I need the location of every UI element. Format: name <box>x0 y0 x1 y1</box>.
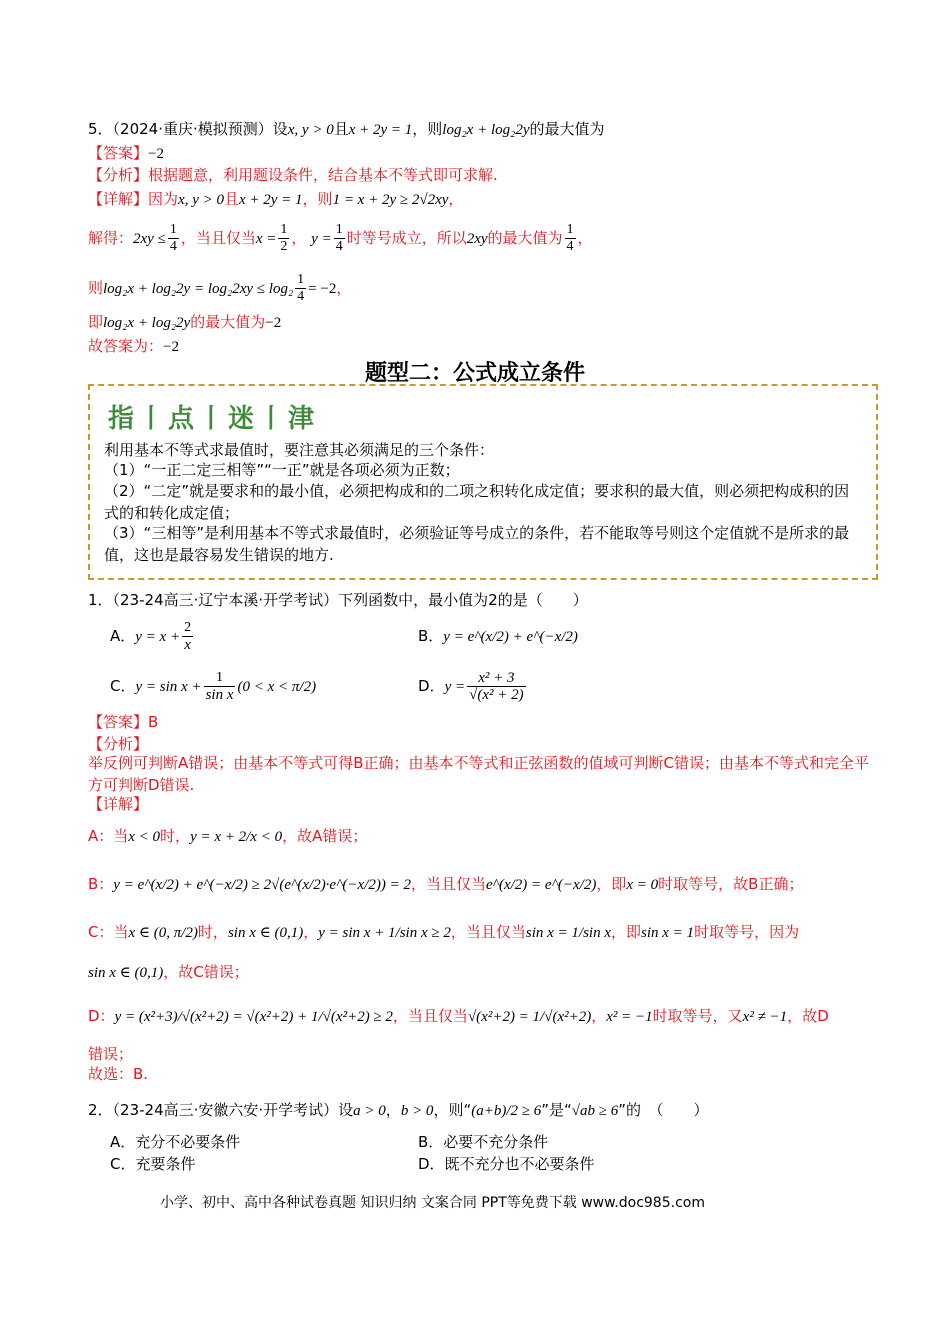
q2-option-d[interactable]: D．既不充分也不必要条件 <box>418 1155 595 1173</box>
solve-expr: 2xy ≤ <box>133 231 166 247</box>
q5-answer <box>88 143 164 164</box>
detail-label: 【详解】 <box>88 190 149 208</box>
detail-a-when: 时， <box>160 827 191 845</box>
detail-a-expr: y = x + 2/x < 0 <box>190 829 283 845</box>
detail-ineq: 1 = x + 2y ≥ 2√2xy <box>332 192 449 208</box>
q1-detail-c <box>88 922 799 943</box>
answer-value: B <box>148 713 159 731</box>
solve-label: 解得： <box>88 229 134 247</box>
option-expr: y = <box>444 679 466 695</box>
frac-one-quarter <box>295 272 306 305</box>
ie-tail: 的最大值为 <box>190 313 266 331</box>
answer-label: 【答案】 <box>88 144 149 162</box>
q2-is: ”是“ <box>541 1101 572 1119</box>
q2-tail: ”的 （ ） <box>618 1101 709 1119</box>
detail-c-only: ，当且仅当 <box>450 923 526 941</box>
option-frac <box>182 620 193 653</box>
q2-option-c[interactable]: C．充要条件 <box>110 1155 196 1173</box>
q5-cond1: x, y > 0 <box>287 122 334 138</box>
q5-head: 5．（2024·重庆·模拟预测）设 <box>88 120 288 138</box>
max-label: 的最大值为 <box>487 229 563 247</box>
final-label: 故答案为： <box>88 337 164 355</box>
detail-b-expr: y = e^(x/2) + e^(−x/2) ≥ 2√(e^(x/2)·e^(−x/2)) = 2 <box>113 877 411 893</box>
detail-c-x: sin x = 1 <box>641 925 695 941</box>
option-label: B． <box>418 627 444 645</box>
detail-a-prefix: A：当 <box>88 827 129 845</box>
detail-c-sep: ， <box>303 923 319 941</box>
q1-detail-a <box>88 826 367 847</box>
q2-then: ，则“ <box>433 1101 472 1119</box>
analysis-label: 【分析】 <box>88 166 149 184</box>
detail-because: 因为 <box>148 190 179 208</box>
q5-analysis <box>88 165 498 185</box>
option-label: D． <box>418 677 445 695</box>
detail-b-ie: ，即 <box>596 875 627 893</box>
detail-b-when: ，当且仅当 <box>410 875 486 893</box>
q1-option-a[interactable] <box>110 620 195 653</box>
page-footer: 小学、初中、高中各种试卷真题 知识归纳 文案合同 PPT等免费下载 www.doc985.com <box>160 1195 705 1211</box>
q5-then: ，则 <box>412 120 443 138</box>
q5-and: 且 <box>333 120 349 138</box>
frac-den: √(x² + 2) <box>469 687 524 703</box>
q5-final <box>88 336 179 357</box>
q5-then-line: 则log₂x + log₂2y = log₂2xy ≤ log₂ $\frac{1}{4}$ = −2， <box>88 272 352 304</box>
detail-cond2: x + 2y = 1 <box>238 192 303 208</box>
detail-c-range2: sin x ∈ (0,1) <box>88 965 164 981</box>
then-label: 则 <box>88 279 104 297</box>
detail-d-expr: y = (x²+3)/√(x²+2) = √(x²+2) + 1/√(x²+2) ≥ 2 <box>114 1009 393 1025</box>
detail-c-tail: ，故C错误； <box>163 963 249 981</box>
frac-num: 2 <box>184 620 192 635</box>
then-tail: = −2 <box>308 281 337 297</box>
detail-d-ne: x² ≠ −1 <box>742 1009 788 1025</box>
frac-one-half <box>278 222 289 255</box>
frac-den: x <box>184 637 191 653</box>
when-only: ，当且仅当 <box>180 229 256 247</box>
detail-c-eq: sin x = 1/sin x <box>525 925 611 941</box>
option-label: C． <box>110 677 136 695</box>
q5-expr: log₂x + log₂2y <box>442 122 530 138</box>
detail-d-also: 时取等号，又 <box>652 1007 743 1025</box>
y-eq: y = <box>311 231 332 247</box>
q1-analysis: 举反例可判断A错误；由基本不等式可得B正确；由基本不等式和正弦函数的值域可判断C错误；由基本不等式和完全平方可判断D错误. <box>88 754 870 794</box>
q1-choose: 故选：B. <box>88 1065 149 1083</box>
frac-num: 1 <box>335 222 343 237</box>
detail-b-x: x = 0 <box>626 877 659 893</box>
frac-den: 4 <box>169 239 177 254</box>
option-expr: y = e^(x/2) + e^(−x/2) <box>443 629 578 645</box>
detail-d-tail: ，故D <box>787 1007 829 1025</box>
q2-cond1: a > 0 <box>353 1103 386 1119</box>
detail-b-eq: e^(x/2) = e^(−x/2) <box>486 877 597 893</box>
detail-and: 且 <box>223 190 239 208</box>
frac-num: 1 <box>297 272 305 287</box>
tip-box <box>88 384 878 580</box>
option-expr: y = x + <box>135 629 181 645</box>
x-eq: x = <box>255 231 277 247</box>
q1-option-d[interactable] <box>418 670 528 703</box>
q1-answer <box>88 712 158 732</box>
q1-stem: 1．（23-24高三·辽宁本溪·开学考试）下列函数中，最小值为2的是（ ） <box>88 591 588 609</box>
q1-detail-c2 <box>88 962 249 983</box>
tip-point-2: （2）“二定”就是要求和的最小值，必须把构成和的二项之积转化成定值；要求积的最大值，则必须把构成积的因式的和转化成定值； <box>104 482 850 522</box>
max-2xy: 2xy <box>466 231 488 247</box>
tip-heading: 指丨点丨迷丨津 <box>108 404 319 434</box>
detail-c-ie: ，即 <box>611 923 642 941</box>
then-expr: log₂x + log₂2y = log₂2xy ≤ log₂ <box>103 281 294 297</box>
detail-d-x: x² = −1 <box>606 1009 653 1025</box>
detail-d-prefix: D： <box>88 1007 115 1025</box>
q2-option-b[interactable]: B．必要不充分条件 <box>418 1133 549 1151</box>
frac-num: 1 <box>169 222 177 237</box>
detail-d-sep: ， <box>591 1007 607 1025</box>
q1-detail-d2: 错误； <box>88 1045 134 1063</box>
frac-den: sin x <box>205 687 234 703</box>
detail-then: ，则 <box>302 190 333 208</box>
q5-solve: 解得：2xy ≤ $\frac{1}{4}$ ，当且仅当x = $\frac{1}{2}$ ， y = $\frac{1}{4}$ 时等号成立，所以2xy的最大值为 $\frac{1}{4}$ ， <box>88 222 593 254</box>
option-cond: (0 < x < π/2) <box>237 679 317 695</box>
detail-c-when: 时， <box>197 923 228 941</box>
ie-val: −2 <box>265 315 282 331</box>
answer-label: 【答案】 <box>88 713 149 731</box>
analysis-text: 根据题意，利用题设条件，结合基本不等式即可求解. <box>148 166 498 184</box>
q1-detail-label: 【详解】 <box>88 795 149 813</box>
detail-c-prefix: C：当 <box>88 923 129 941</box>
detail-d-only: ，当且仅当 <box>392 1007 468 1025</box>
final-val: −2 <box>163 339 179 355</box>
detail-b-tail: 时取等号，故B正确； <box>658 875 804 893</box>
detail-c-cond: x ∈ (0, π/2) <box>128 925 198 941</box>
q2-cond2: b > 0 <box>400 1103 434 1119</box>
detail-c-because: 时取等号，因为 <box>694 923 800 941</box>
detail-cond1: x, y > 0 <box>178 192 224 208</box>
frac-den: 2 <box>280 239 288 254</box>
q2-head: 2．（23-24高三·安徽六安·开学考试）设 <box>88 1101 354 1119</box>
frac-num: x² + 3 <box>467 670 526 687</box>
q2-option-a[interactable]: A．充分不必要条件 <box>110 1133 241 1151</box>
tip-point-3: （3）“三相等”是利用基本不等式求最值时，必须验证等号成立的条件，若不能取等号则这个定值就不是所求的最值，这也是最容易发生错误的地方. <box>104 524 850 564</box>
q5-ie <box>88 312 281 333</box>
option-frac <box>204 670 236 703</box>
frac-one-quarter <box>168 222 179 255</box>
detail-b-prefix: B： <box>88 875 114 893</box>
detail-c-range: sin x ∈ (0,1) <box>227 925 304 941</box>
detail-d-eq: √(x²+2) = 1/√(x²+2) <box>467 1009 592 1025</box>
option-label: A． <box>110 627 136 645</box>
detail-comma: ， <box>448 190 464 208</box>
ie-label: 即 <box>88 313 104 331</box>
equal-holds: 时等号成立，所以 <box>346 229 467 247</box>
tip-point-1: （1）“一正二定三相等”“一正”就是各项必须为正数； <box>104 461 460 479</box>
frac-one-quarter <box>334 222 345 255</box>
option-frac <box>467 670 526 703</box>
q1-analysis-label: 【分析】 <box>88 735 149 753</box>
frac-den: 4 <box>566 239 574 254</box>
frac-num: 1 <box>280 222 288 237</box>
q1-detail-d <box>88 1006 829 1027</box>
frac-den: 4 <box>297 289 305 304</box>
q5-cond2: x + 2y = 1 <box>348 122 413 138</box>
answer-value: −2 <box>148 146 164 162</box>
detail-c-expr: y = sin x + 1/sin x ≥ 2 <box>318 925 451 941</box>
q1-detail-b <box>88 874 803 895</box>
q1-option-c[interactable] <box>110 670 316 703</box>
option-expr: y = sin x + <box>135 679 202 695</box>
detail-a-tail: ，故A错误； <box>282 827 368 845</box>
q2-expr2: √ab ≥ 6 <box>571 1103 619 1119</box>
q2-sep: ， <box>385 1101 401 1119</box>
frac-num: 1 <box>204 670 236 687</box>
q1-option-b[interactable] <box>418 626 578 647</box>
q5-detail <box>88 189 463 210</box>
section-title: 题型二：公式成立条件 <box>364 361 585 386</box>
ie-expr: log₂x + log₂2y <box>103 315 191 331</box>
frac-num: 1 <box>566 222 574 237</box>
frac-one-quarter <box>565 222 576 255</box>
frac-den: 4 <box>335 239 343 254</box>
tip-intro: 利用基本不等式求最值时，要注意其必须满足的三个条件： <box>104 441 495 459</box>
q2-stem <box>88 1100 709 1121</box>
q5-stem <box>88 119 605 140</box>
q5-tail: 的最大值为 <box>529 120 605 138</box>
detail-a-cond: x < 0 <box>128 829 161 845</box>
q2-expr1: (a+b)/2 ≥ 6 <box>471 1103 542 1119</box>
